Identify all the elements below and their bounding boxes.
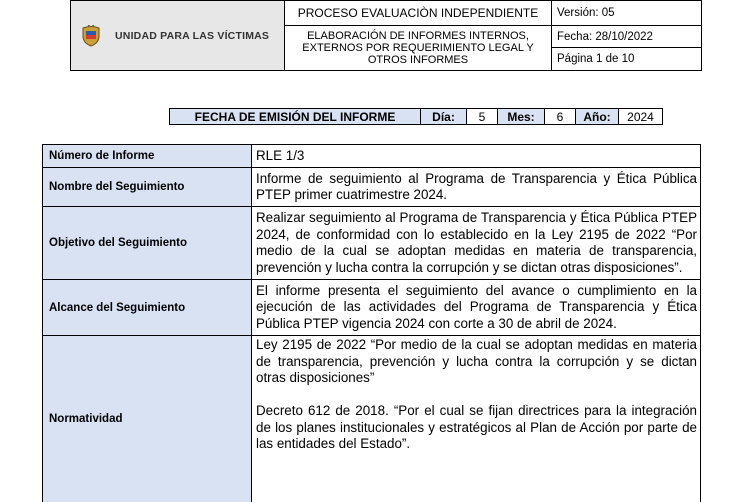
process-name: PROCESO EVALUACIÒN INDEPENDIENTE [285, 1, 551, 26]
document-title: ELABORACIÓN DE INFORMES INTERNOS, EXTERNOS POR REQUERIMIENTO LEGAL Y OTROS INFORMES [302, 30, 534, 66]
row-label: Número de Informe [43, 145, 252, 168]
process-block [285, 1, 552, 70]
table-row [43, 145, 701, 168]
row-value [252, 336, 701, 502]
row-value: Informe de seguimiento al Programa de Transparencia y Ética Pública PTEP primer cuatrimestre 2024. [252, 168, 701, 207]
row-label: Nombre del Seguimiento [43, 168, 252, 207]
row-label: Objetivo del Seguimiento [43, 207, 252, 280]
date-text: Fecha: 28/10/2022 [552, 26, 701, 48]
row-label: Normatividad [43, 336, 252, 502]
row-label: Alcance del Seguimiento [43, 280, 252, 336]
coat-of-arms-icon [81, 25, 101, 47]
document-meta [552, 1, 701, 70]
month-value: 6 [545, 109, 576, 124]
version-text: Versión: 05 [552, 1, 701, 26]
row-value: Realizar seguimiento al Programa de Transparencia y Ética Pública PTEP 2024, de conformidad con lo establecido en la Ley 2195 de 2022 “Por medio de la cual se adoptan medidas en materia de transparencia, prevención y lucha contra la corrupción y se dictan otras disposiciones”. [252, 207, 701, 280]
document-header [70, 0, 702, 71]
table-row [43, 168, 701, 207]
month-label: Mes: [498, 109, 545, 124]
year-value: 2024 [627, 109, 654, 124]
day-label: Día: [421, 109, 467, 124]
page-number: Página 1 de 10 [557, 53, 635, 65]
table-row [43, 336, 701, 502]
row-value: RLE 1/3 [252, 145, 701, 168]
normative-paragraph: Decreto 612 de 2018. “Por el cual se fijan directrices para la integración de los planes institucionales y estratégicos al Plan de Acción por parte de las entidades del Estado”. [256, 403, 697, 451]
report-info-table [42, 144, 701, 502]
entity-name: UNIDAD PARA LAS VÍCTIMAS [115, 29, 270, 42]
table-row [43, 280, 701, 336]
table-row [43, 207, 701, 280]
emission-date-label: FECHA DE EMISIÓN DEL INFORME [170, 109, 421, 124]
normative-paragraph: Ley 2195 de 2022 “Por medio de la cual se adoptan medidas en materia de transparencia, prevención y lucha contra la corrupción y se dictan otras disposiciones” [256, 337, 697, 385]
entity-logo-block [71, 1, 285, 70]
emission-date-bar [169, 108, 663, 125]
year-label: Año: [576, 109, 619, 124]
row-value: El informe presenta el seguimiento del avance o cumplimiento en la ejecución de las actividades del Programa de Transparencia y Ética Pública PTEP vigencia 2024 con corte a 30 de abril de 2024. [252, 280, 701, 336]
day-value: 5 [467, 109, 498, 124]
